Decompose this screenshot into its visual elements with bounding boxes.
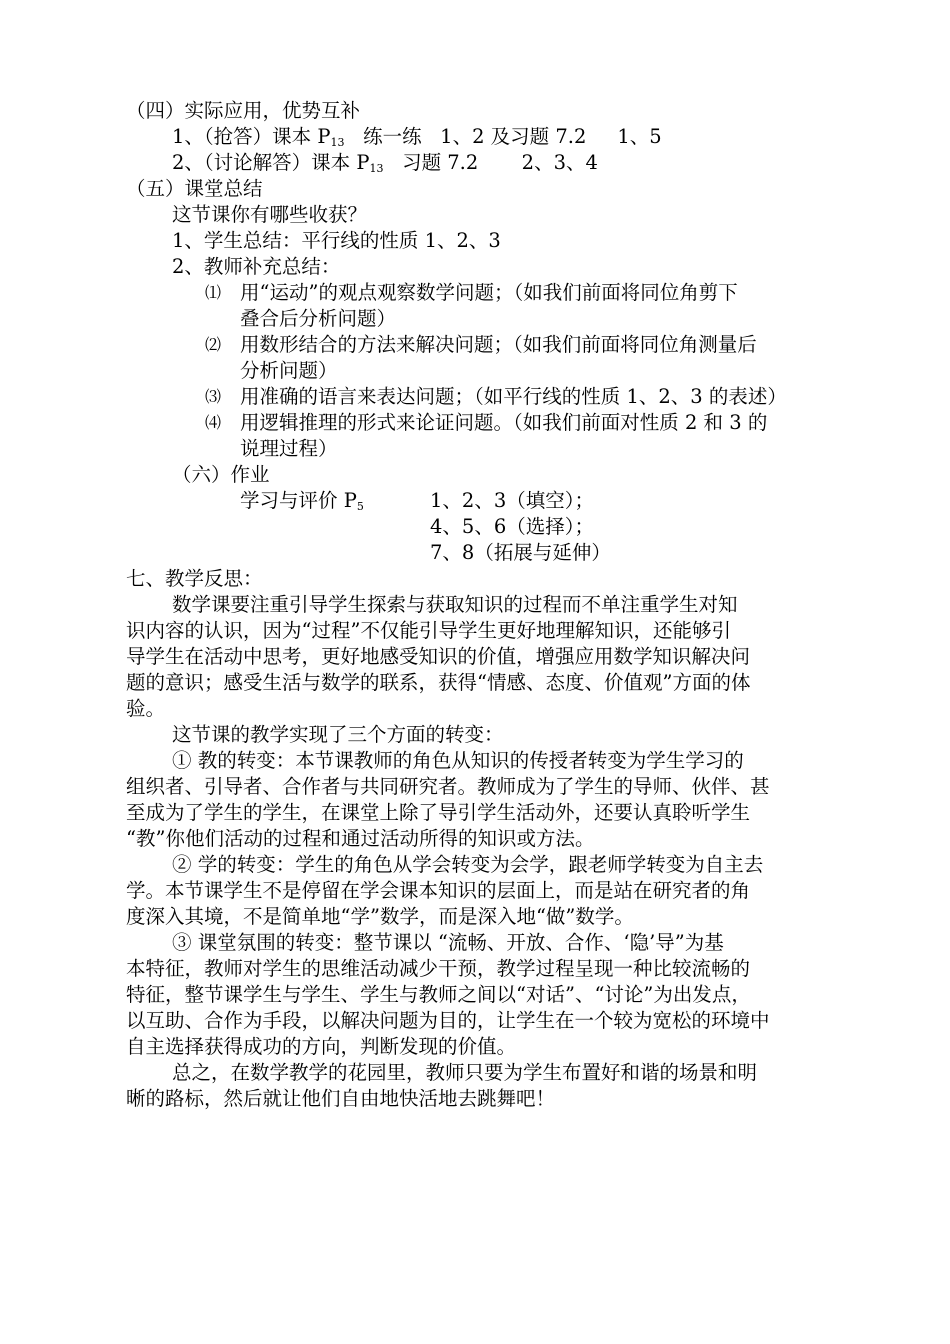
paragraph-line: ① 教的转变：本节课教师的角色从知识的传授者转变为学生学习的 — [172, 749, 744, 772]
section5-teacher-summary: 2、教师补充总结： — [172, 255, 341, 278]
item1-subscript: 13 — [330, 136, 345, 149]
paragraph-line: 度深入其境，不是简单地“学”数学，而是深入地“做”数学。 — [126, 905, 634, 928]
paragraph-line: 自主选择获得成功的方向，判断发现的价值。 — [126, 1035, 517, 1058]
section5-question: 这节课你有哪些收获？ — [172, 203, 368, 226]
homework-line3: 7、8（拓展与延伸） — [430, 541, 611, 564]
homework-line2: 4、5、6（选择）； — [430, 515, 594, 538]
point-text-line: 用“运动”的观点观察数学问题；（如我们前面将同位角剪下 — [240, 281, 738, 304]
homework-subscript: 5 — [356, 500, 364, 513]
item2-prefix: 2、（讨论解答）课本 P — [172, 151, 370, 174]
paragraph-line: 数学课要注重引导学生探索与获取知识的过程而不单注重学生对知 — [172, 593, 738, 616]
paragraph-line: 至成为了学生的学生，在课堂上除了导引学生活动外，还要认真聆听学生 — [126, 801, 751, 824]
homework-line1-label — [240, 488, 364, 520]
paragraph-line: 学。本节课学生不是停留在学会课本知识的层面上，而是站在研究者的角 — [126, 879, 751, 902]
paragraph-line: 导学生在活动中思考，更好地感受知识的价值，增强应用数学知识解决问 — [126, 645, 751, 668]
homework-line1-items: 1、2、3（填空）； — [430, 489, 594, 512]
point-number: ⑷ — [205, 413, 222, 432]
paragraph-line: 这节课的教学实现了三个方面的转变： — [172, 723, 504, 746]
item2-subscript: 13 — [369, 162, 384, 175]
paragraph-line: 总之，在数学教学的花园里，教师只要为学生布置好和谐的场景和明 — [172, 1061, 758, 1084]
paragraph-line: 以互助、合作为手段，以解决问题为目的，让学生在一个较为宽松的环境中 — [126, 1009, 770, 1032]
paragraph-line: 题的意识；感受生活与数学的联系，获得“情感、态度、价值观”方面的体 — [126, 671, 751, 694]
point-text-line: 用逻辑推理的形式来论证问题。（如我们前面对性质 2 和 3 的 — [240, 411, 768, 434]
paragraph-line: 晰的路标，然后就让他们自由地快活地去跳舞吧！ — [126, 1087, 556, 1110]
point-number: ⑴ — [205, 283, 222, 302]
paragraph-line: ② 学的转变：学生的角色从学会转变为会学，跟老师学转变为自主去 — [172, 853, 764, 876]
point-text-line: 用数形结合的方法来解决问题；（如我们前面将同位角测量后 — [240, 333, 757, 356]
paragraph-line: “教”你他们活动的过程和通过活动所得的知识或方法。 — [126, 827, 595, 850]
paragraph-line: 验。 — [126, 697, 166, 720]
point-text-line: 说理过程） — [240, 437, 338, 460]
point-text-line: 分析问题） — [240, 359, 338, 382]
paragraph-line: 识内容的认识，因为“过程”不仅能引导学生更好地理解知识，还能够引 — [126, 619, 731, 642]
section7-heading: 七、教学反思： — [126, 567, 263, 590]
homework-prefix: 学习与评价 P — [240, 489, 357, 512]
paragraph-line: 特征，整节课学生与学生、学生与教师之间以“对话”、“讨论”为出发点， — [126, 983, 751, 1006]
section5-student-summary: 1、学生总结：平行线的性质 1、2、3 — [172, 229, 501, 252]
paragraph-line: ③ 课堂氛围的转变：整节课以 “流畅、开放、合作、‘隐’导”为基 — [172, 931, 724, 954]
point-text-line: 叠合后分析问题） — [240, 307, 397, 330]
point-number: ⑶ — [205, 387, 222, 406]
paragraph-line: 本特征，教师对学生的思维活动减少干预，教学过程呈现一种比较流畅的 — [126, 957, 751, 980]
section6-heading: （六）作业 — [172, 463, 270, 486]
item1-rest: 练一练 1、2 及习题 7.2 1、5 — [344, 125, 662, 148]
paragraph-line: 组织者、引导者、合作者与共同研究者。教师成为了学生的导师、伙伴、甚 — [126, 775, 770, 798]
item1-prefix: 1、（抢答）课本 P — [172, 125, 331, 148]
item2-rest: 习题 7.2 2、3、4 — [383, 151, 598, 174]
point-number: ⑵ — [205, 335, 222, 354]
point-text-line: 用准确的语言来表达问题；（如平行线的性质 1、2、3 的表述） — [240, 385, 787, 408]
section5-heading: （五）课堂总结 — [126, 177, 263, 200]
section4-heading: （四）实际应用，优势互补 — [126, 99, 361, 122]
